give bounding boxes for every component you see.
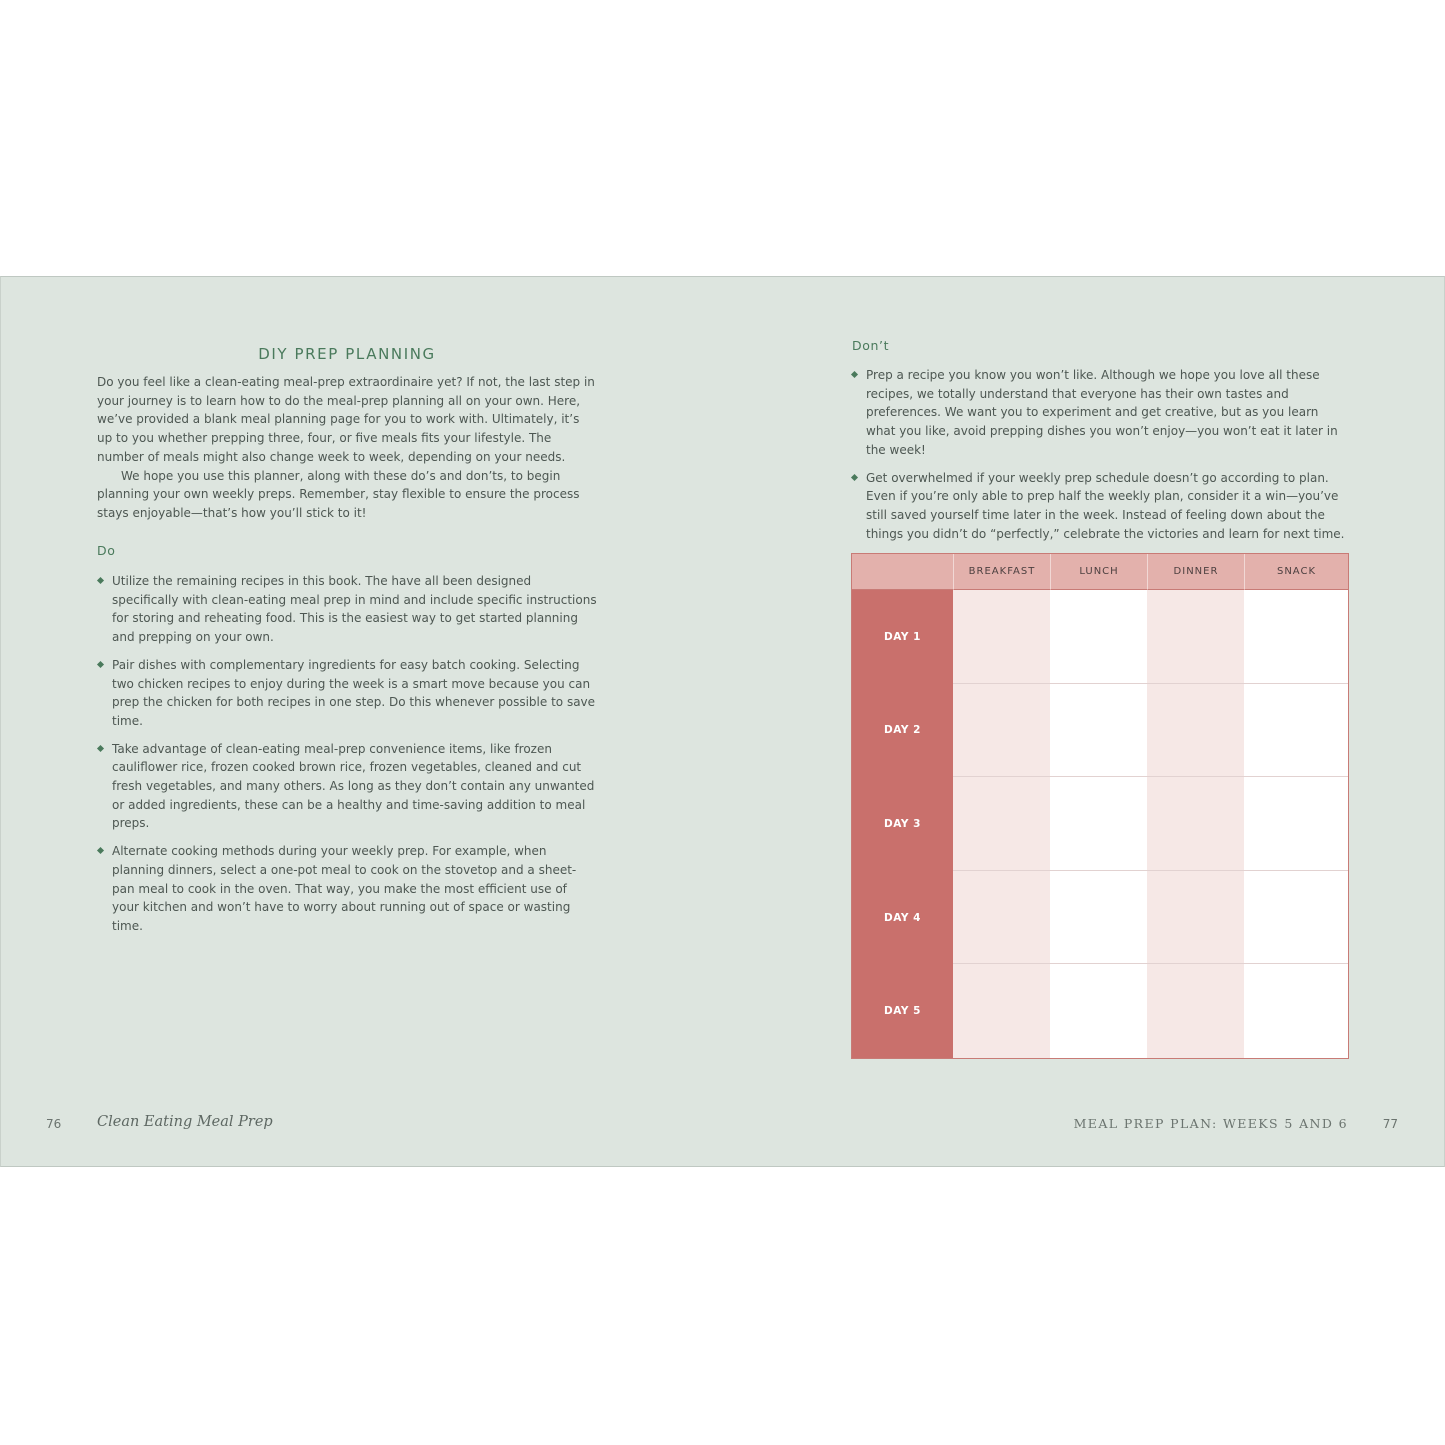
page-title: DIY PREP PLANNING [258, 345, 436, 363]
column-header-snack: SNACK [1244, 554, 1348, 590]
list-item [851, 366, 1351, 460]
row-header-day-1: DAY 1 [852, 590, 953, 684]
list-item [97, 740, 597, 834]
planner-cell[interactable] [1147, 964, 1244, 1058]
list-item [97, 572, 597, 647]
list-item-text: Utilize the remaining recipes in this book. The have all been designed specifically with clean-eating meal prep in mind and include specific instructions for storing and reheating food. This is the easiest way to get started planning and prepping on your own. [112, 574, 597, 645]
planner-cell[interactable] [1050, 684, 1147, 778]
section-title-footer: MEAL PREP PLAN: WEEKS 5 AND 6 [1073, 1116, 1348, 1131]
planner-cell[interactable] [953, 964, 1050, 1058]
right-page-number: 77 [1382, 1117, 1398, 1131]
planner-cell[interactable] [1244, 777, 1348, 871]
diamond-bullet-icon [97, 661, 104, 668]
column-header-lunch: LUNCH [1050, 554, 1147, 590]
intro-text [97, 373, 597, 523]
do-list [97, 572, 597, 945]
planner-cell[interactable] [1050, 777, 1147, 871]
row-header-day-5: DAY 5 [852, 964, 953, 1058]
diamond-bullet-icon [851, 473, 858, 480]
planner-cell[interactable] [1244, 871, 1348, 965]
header-corner-cell [852, 554, 953, 590]
planner-cell[interactable] [953, 590, 1050, 684]
planner-cell[interactable] [953, 871, 1050, 965]
planner-cell[interactable] [953, 684, 1050, 778]
book-spread [0, 276, 1445, 1167]
planner-cell[interactable] [1147, 871, 1244, 965]
planner-cell[interactable] [1050, 871, 1147, 965]
left-page-number: 76 [46, 1117, 62, 1131]
planner-cell[interactable] [1147, 684, 1244, 778]
row-header-day-2: DAY 2 [852, 684, 953, 778]
row-header-day-4: DAY 4 [852, 871, 953, 965]
list-item [97, 656, 597, 731]
dont-list [851, 366, 1351, 552]
planner-cell[interactable] [1147, 590, 1244, 684]
list-item-text: Prep a recipe you know you won’t like. Although we hope you love all these recipes, we totally understand that everyone has their own tastes and preferences. We want you to experiment and get creative, but as you learn what you like, avoid prepping dishes you won’t enjoy—you won’t eat it later in the week! [866, 368, 1338, 457]
book-title-footer: Clean Eating Meal Prep [97, 1114, 273, 1130]
meal-planner-table [851, 553, 1349, 1059]
list-item [851, 469, 1351, 544]
intro-paragraph: Do you feel like a clean-eating meal-prep extraordinaire yet? If not, the last step in your journey is to learn how to do the meal-prep planning all on your own. Here, we’ve provided a blank meal planning page for you to work with. Ultimately, it’s up to you whether prepping three, four, or five meals fits your lifestyle. The number of meals might also change week to week, depending on your needs. [97, 375, 595, 464]
planner-cell[interactable] [1244, 590, 1348, 684]
list-item-text: Alternate cooking methods during your weekly prep. For example, when planning dinners, select a one-pot meal to cook on the stovetop and a sheet-pan meal to cook in the oven. That way, you make the most efficient use of your kitchen and won’t have to worry about running out of space or wasting time. [112, 844, 577, 933]
planner-cell[interactable] [1244, 684, 1348, 778]
planner-cell[interactable] [1050, 590, 1147, 684]
list-item-text: Pair dishes with complementary ingredients for easy batch cooking. Selecting two chicken recipes to enjoy during the week is a smart move because you can prep the chicken for both recipes in one step. Do this whenever possible to save time. [112, 657, 596, 728]
do-heading: Do [97, 543, 116, 558]
diamond-bullet-icon [97, 577, 104, 584]
dont-heading: Don’t [852, 338, 890, 353]
diamond-bullet-icon [851, 371, 858, 378]
list-item-text: Take advantage of clean-eating meal-prep convenience items, like frozen cauliflower rice, frozen cooked brown rice, frozen vegetables, cleaned and cut fresh vegetables, and many others. As long as they don’t contain any unwanted or added ingredients, these can be a healthy and time-saving addition to meal preps. [112, 741, 595, 831]
list-item-text: Get overwhelmed if your weekly prep schedule doesn’t go according to plan. Even if you’re only able to prep half the weekly plan, consider it a win—you’ve still saved yourself time later in the week. Instead of feeling down about the things you didn’t do “perfectly,” celebrate the victories and learn for next time. [866, 470, 1345, 541]
diamond-bullet-icon [97, 847, 104, 854]
planner-cell[interactable] [953, 777, 1050, 871]
intro-paragraph: We hope you use this planner, along with these do’s and don’ts, to begin planning your own weekly preps. Remember, stay flexible to ensure the process stays enjoyable—that’s how you’ll stick to it! [97, 468, 580, 520]
list-item [97, 842, 597, 936]
column-header-dinner: DINNER [1147, 554, 1244, 590]
planner-cell[interactable] [1244, 964, 1348, 1058]
diamond-bullet-icon [97, 745, 104, 752]
row-header-day-3: DAY 3 [852, 777, 953, 871]
planner-cell[interactable] [1147, 777, 1244, 871]
planner-cell[interactable] [1050, 964, 1147, 1058]
column-header-breakfast: BREAKFAST [953, 554, 1050, 590]
